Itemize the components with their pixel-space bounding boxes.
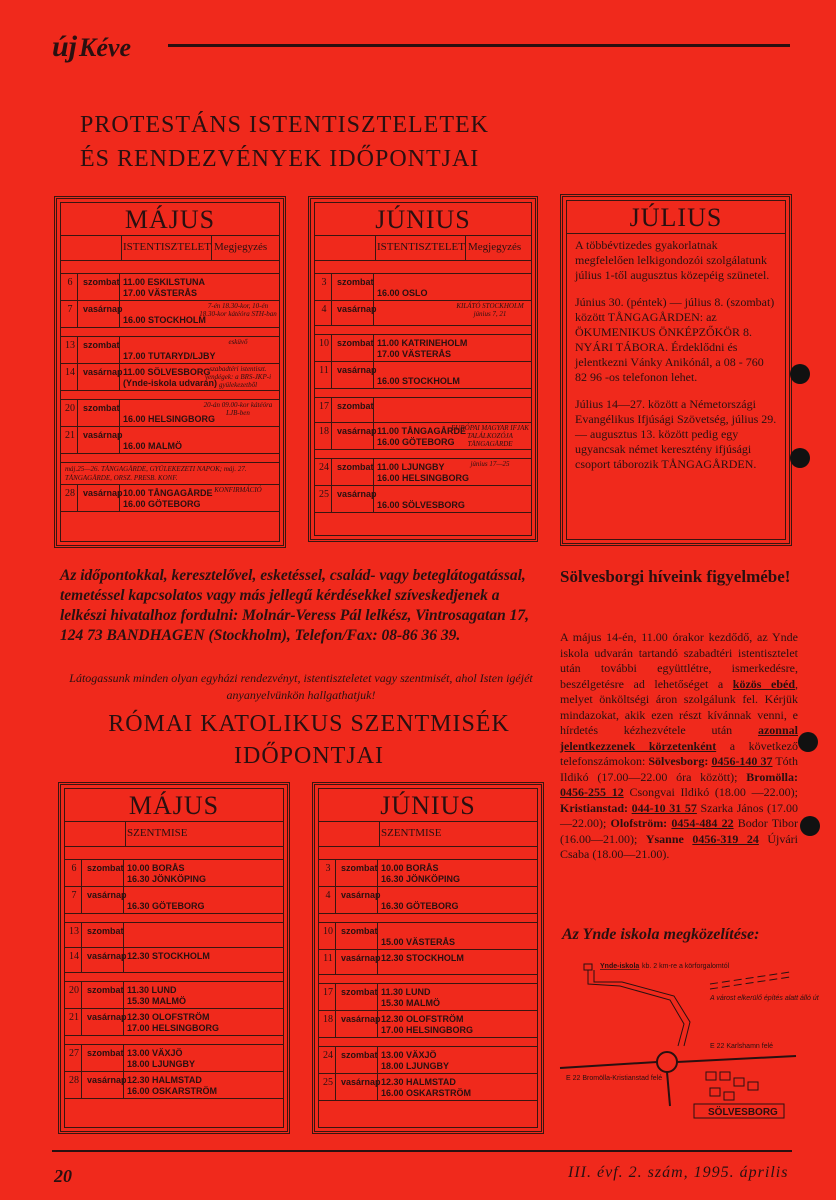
day-name: vasárnap xyxy=(337,489,377,499)
schedule-row xyxy=(319,923,537,950)
binder-hole xyxy=(790,448,810,468)
schedule-row xyxy=(65,923,283,948)
binder-hole xyxy=(790,364,810,384)
day-number: 14 xyxy=(65,367,75,378)
page-number: 20 xyxy=(54,1166,72,1186)
schedule-row xyxy=(65,1072,283,1099)
row-separator xyxy=(319,1038,537,1047)
protestant-title-line1: PROTESTÁNS ISTENTISZTELETEK xyxy=(80,112,489,138)
schedule-row xyxy=(65,860,283,887)
event-text: 12.30 OLOFSTRÖM 17.00 HELSINGBORG xyxy=(381,1014,474,1035)
day-number: 18 xyxy=(319,426,329,437)
day-number: 25 xyxy=(323,1077,333,1088)
day-number: 14 xyxy=(69,951,79,962)
day-name: szombat xyxy=(337,277,374,287)
month-heading: MÁJUS xyxy=(65,789,283,822)
day-name: szombat xyxy=(87,926,124,936)
column-header xyxy=(65,822,283,847)
text-run: Sölvesborg: xyxy=(648,754,712,768)
phone-number: 0456-319 24 xyxy=(692,831,759,846)
day-number: 24 xyxy=(319,462,329,473)
day-number: 10 xyxy=(323,926,333,937)
schedule-row xyxy=(61,485,279,512)
day-name: szombat xyxy=(341,863,378,873)
phone-number: 0454-484 22 xyxy=(671,816,734,830)
event-text: 10.00 BORÅS 16.30 JÖNKÖPING xyxy=(127,863,207,884)
text-run: Bromölla: xyxy=(746,769,798,784)
day-name: vasárnap xyxy=(341,953,381,963)
col-service-label: ISTENTISZTELET xyxy=(377,241,465,253)
event-text: 13.00 VÄXJÖ 18.00 LJUNGBY xyxy=(127,1048,196,1069)
roundabout xyxy=(657,1052,677,1072)
schedule-row xyxy=(319,887,537,914)
event-text: 12.30 HALMSTAD 16.00 OSKARSTRÖM xyxy=(127,1075,218,1096)
day-number: 4 xyxy=(325,890,331,901)
day-name: szombat xyxy=(337,462,374,472)
note-text: KILÁTÓ STOCKHOLM június 7, 21 xyxy=(456,302,524,318)
event-text: 16.30 GÖTEBORG xyxy=(127,901,205,911)
directions-map xyxy=(560,956,819,1132)
issue-label: III. évf. 2. szám, 1995. április xyxy=(568,1164,789,1181)
day-name: vasárnap xyxy=(87,951,127,961)
event-text: 12.30 STOCKHOLM xyxy=(127,951,210,961)
schedule-row xyxy=(61,400,279,427)
day-number: 27 xyxy=(69,1048,79,1059)
note-text: június 17—25 xyxy=(470,460,510,468)
text-run: Kristianstad: xyxy=(560,800,632,815)
logo-small: új xyxy=(52,30,78,63)
event-text: 16.00 MALMÖ xyxy=(123,441,183,451)
day-name: vasárnap xyxy=(87,1012,127,1022)
school-icon xyxy=(584,964,592,970)
day-number: 10 xyxy=(319,338,329,349)
day-number: 21 xyxy=(65,430,75,441)
text-run: Újvári Csaba (18.00—21.00). xyxy=(560,831,798,861)
schedule-row xyxy=(65,1009,283,1036)
text-run: Tóth Ildikó (17.00—22.00 óra között); xyxy=(560,754,799,784)
event-text: 13.00 VÄXJÖ 18.00 LJUNGBY xyxy=(381,1050,450,1071)
event-text: 11.30 LUND 15.30 MALMÖ xyxy=(127,985,187,1006)
day-number: 21 xyxy=(69,1012,79,1023)
schedule-row xyxy=(319,950,537,975)
schedule-row xyxy=(315,362,531,389)
schedule-row xyxy=(65,887,283,914)
event-text: 16.00 STOCKHOLM xyxy=(123,315,206,325)
note-text: EURÓPAI MAGYAR IFJAK TALÁLKOZÓJA TÅNGAGÅRDE xyxy=(451,424,529,448)
row-separator xyxy=(65,914,283,923)
row-separator xyxy=(61,454,279,463)
day-number: 13 xyxy=(69,926,79,937)
july-paragraph: A többévtizedes gyakorlatnak megfelelően lelkigondozói szolgálatunk július 1-től augusztus közepéig szünetel. xyxy=(575,238,770,282)
schedule-row xyxy=(315,486,531,513)
schedule-row xyxy=(319,984,537,1011)
day-number: 28 xyxy=(65,488,75,499)
text-run: Ysanne xyxy=(645,831,693,846)
col-service-label: ISTENTISZTELET xyxy=(123,241,211,253)
row-separator xyxy=(319,914,537,923)
column-header xyxy=(315,236,531,261)
event-text: 12.30 STOCKHOLM xyxy=(381,953,464,963)
schedule-row xyxy=(319,1074,537,1101)
day-name: vasárnap xyxy=(83,488,123,498)
text-run: Bodor Tibor (16.00—21.00); xyxy=(560,816,798,846)
day-number: 3 xyxy=(325,863,331,874)
event-text: 12.30 HALMSTAD 16.00 OSKARSTRÖM xyxy=(381,1077,472,1098)
schedule-row xyxy=(315,335,531,362)
schedule-row xyxy=(61,301,279,328)
day-number: 17 xyxy=(319,401,329,412)
protestant-may-box xyxy=(54,196,286,548)
town-label: SÖLVESBORG xyxy=(708,1107,778,1118)
distance-label: kb. 2 km-re a körforgalomtól xyxy=(642,963,730,970)
july-text xyxy=(567,234,785,488)
text-run: közös ebéd xyxy=(732,676,795,691)
event-text: 16.00 OSLO xyxy=(377,288,428,298)
day-number: 25 xyxy=(319,489,329,500)
event-text: 11.00 SÖLVESBORG (Ynde-iskola udvarán) xyxy=(123,367,218,388)
event-text: 16.00 HELSINGBORG xyxy=(123,414,216,424)
row-separator xyxy=(61,328,279,337)
day-name: szombat xyxy=(341,987,378,997)
protestant-title-line2: ÉS RENDEZVÉNYEK IDŐPONTJAI xyxy=(80,146,480,172)
protestant-july-box xyxy=(560,194,792,546)
month-heading: JÚNIUS xyxy=(315,203,531,236)
bypass-label: A várost elkerülő építés alatt álló út xyxy=(710,995,819,1002)
event-text: 11.00 KATRINEHOLM 17.00 VÄSTERÅS xyxy=(377,338,468,359)
text-run: a következő telefonszámokon: xyxy=(560,738,798,768)
day-name: szombat xyxy=(341,1050,378,1060)
event-text: 16.00 SÖLVESBORG xyxy=(377,500,465,510)
e22-south-label: E 22 Bromölla-Kristianstad felé xyxy=(566,1075,663,1082)
phone-number: 044-10 31 57 xyxy=(631,800,697,815)
schedule-row xyxy=(61,274,279,301)
catholic-title xyxy=(86,708,532,772)
note-text: 7-én 18.30-kor, 10-én 18.30-kor kátéóra STH-ban xyxy=(199,302,277,318)
note-text: esküvő xyxy=(228,338,248,346)
footer-rule xyxy=(52,1150,792,1152)
event-text: 10.00 BORÅS 16.30 JÖNKÖPING xyxy=(381,863,461,884)
day-number: 3 xyxy=(321,277,327,288)
day-number: 7 xyxy=(71,890,77,901)
day-number: 18 xyxy=(323,1014,333,1025)
schedule-row xyxy=(319,1011,537,1038)
logo-name: Kéve xyxy=(79,33,131,62)
text-run: A május 14-én, 11.00 órakor kezdődő, az Ynde iskola udvarán tartandó szabadtéri istentisztelet után további együttlétre, ismerkedésre, beszélgetésre ad lehetőséget a xyxy=(560,630,798,691)
row-separator xyxy=(65,1036,283,1045)
day-name: vasárnap xyxy=(87,1075,127,1085)
day-number: 6 xyxy=(67,277,73,288)
day-name: vasárnap xyxy=(341,1014,381,1024)
day-name: szombat xyxy=(83,277,120,287)
event-text: 12.30 OLOFSTRÖM 17.00 HELSINGBORG xyxy=(127,1012,220,1033)
map-title: Az Ynde iskola megközelítése: xyxy=(562,926,760,943)
schedule-row xyxy=(61,364,279,391)
catholic-may-box xyxy=(58,782,290,1134)
road-to-school xyxy=(588,970,684,1046)
day-number: 7 xyxy=(67,304,73,315)
day-name: szombat xyxy=(87,985,124,995)
day-name: vasárnap xyxy=(337,365,377,375)
day-number: 28 xyxy=(69,1075,79,1086)
solvesborg-title: Sölvesborgi híveink figyelmébe! xyxy=(560,567,791,586)
schedule-row xyxy=(315,398,531,423)
day-number: 11 xyxy=(323,953,333,964)
day-number: 11 xyxy=(319,365,329,376)
month-heading: MÁJUS xyxy=(61,203,279,236)
day-name: vasárnap xyxy=(87,890,127,900)
month-heading: JÚNIUS xyxy=(319,789,537,822)
day-number: 6 xyxy=(71,863,77,874)
day-name: vasárnap xyxy=(83,304,123,314)
binder-hole xyxy=(798,732,818,752)
event-text: 16.00 STOCKHOLM xyxy=(377,376,460,386)
row-separator xyxy=(319,975,537,984)
col-note-label: Megjegyzés xyxy=(468,241,522,253)
month-heading: JÚLIUS xyxy=(567,201,785,234)
july-paragraph: Június 30. (péntek) — július 8. (szombat) között TÅNGAGÅRDEN: az ÖKUMENIKUS ÖNKÉPZŐKÖR 8. NYÁRI TÁBORA. Érdeklődni és jelentkezni Vánky Anikónál, a 08 - 760 82 96 -os telefonon lehet. xyxy=(575,295,775,384)
binder-hole xyxy=(800,816,820,836)
row-separator xyxy=(61,391,279,400)
note-text: 20-án 09.00-kor kátéóra LJB-ben xyxy=(203,401,273,417)
event-text: 11.00 LJUNGBY 16.00 HELSINGBORG xyxy=(377,462,470,483)
schedule-row xyxy=(315,423,531,450)
text-run: Csongvai Ildikó (18.00 —22.00); xyxy=(623,785,798,799)
schedule-row xyxy=(315,274,531,301)
event-text: 15.00 VÄSTERÅS xyxy=(381,937,456,947)
event-text: 17.00 TUTARYD/LJBY xyxy=(123,351,216,361)
event-text: 11.30 LUND 15.30 MALMÖ xyxy=(381,987,441,1008)
day-name: vasárnap xyxy=(341,890,381,900)
schedule-row xyxy=(61,337,279,364)
text-run: Szarka János (17.00—22.00); xyxy=(560,800,799,830)
school-label: Ynde-iskola xyxy=(600,963,640,970)
catholic-june-box xyxy=(312,782,544,1134)
note-text: KONFIRMÁCIÓ xyxy=(214,486,262,494)
schedule-row xyxy=(65,1045,283,1072)
day-name: vasárnap xyxy=(341,1077,381,1087)
day-number: 4 xyxy=(321,304,327,315)
event-text: 16.30 GÖTEBORG xyxy=(381,901,459,911)
day-number: 20 xyxy=(69,985,79,996)
row-separator xyxy=(315,326,531,335)
contact-info-text: Az időpontokkal, keresztelővel, esketéssel, család- vagy beteglátogatással, temetéssel kapcsolatos vagy más jellegű kérdésekkel szíveskedjenek a lelkészi hivatalhoz fordulni: Molnár-Veress Pál lelkész, Vintrosagatan 17, 124 73 BANDHAGEN (Stockholm), Telefon/Fax: 08-86 36 39. xyxy=(60,567,529,644)
event-text: 11.00 TÅNGAGÅRDE 16.00 GÖTEBORG xyxy=(377,426,467,447)
schedule-row xyxy=(61,427,279,454)
row-separator xyxy=(315,450,531,459)
note-text: szabadtéri istentiszt. vendégek: a BRS-JKP-i gyülekezetből xyxy=(204,365,272,389)
e22-north-label: E 22 Karlshamn felé xyxy=(710,1043,774,1050)
day-name: szombat xyxy=(83,403,120,413)
day-name: szombat xyxy=(337,401,374,411)
text-run: Olofström: xyxy=(610,816,672,830)
day-number: 24 xyxy=(323,1050,333,1061)
day-name: szombat xyxy=(87,863,124,873)
day-number: 13 xyxy=(65,340,75,351)
event-text: 10.00 TÅNGAGÅRDE 16.00 GÖTEBORG xyxy=(123,488,213,509)
catholic-title-line1: RÓMAI KATOLIKUS SZENTMISÉK xyxy=(108,711,510,737)
day-name: vasárnap xyxy=(337,304,377,314)
row-separator xyxy=(65,973,283,982)
schedule-row xyxy=(319,1047,537,1074)
text-run: , melyet önköltségi áron szolgálunk fel. Kérjük mindazokat, akik ezen részt kívánnak venni, e hírdetés kézhezvétele után xyxy=(560,676,798,737)
phone-number: 0456-140 37 xyxy=(711,754,773,768)
header-rule xyxy=(168,44,790,47)
row-separator xyxy=(315,389,531,398)
schedule-row xyxy=(65,982,283,1009)
day-name: szombat xyxy=(87,1048,124,1058)
phone-number: 0456-255 12 xyxy=(560,785,624,799)
column-header xyxy=(319,822,537,847)
day-name: vasárnap xyxy=(83,430,123,440)
day-number: 20 xyxy=(65,403,75,414)
day-name: szombat xyxy=(83,340,120,350)
magazine-logo xyxy=(52,30,131,64)
catholic-title-line2: IDŐPONTJAI xyxy=(234,743,384,769)
bypass-road xyxy=(710,972,790,984)
day-number: 17 xyxy=(323,987,333,998)
day-name: vasárnap xyxy=(83,367,123,377)
col-mass-label: SZENTMISE xyxy=(127,827,188,839)
invitation-text: Látogassunk minden olyan egyházi rendezvényt, istentiszteletet vagy szentmisét, ahol Isten igéjét anyanyelvünkön hallgathatjuk! xyxy=(69,671,533,702)
protestant-title xyxy=(80,108,489,176)
schedule-row xyxy=(315,301,531,326)
day-name: vasárnap xyxy=(337,426,377,436)
day-name: szombat xyxy=(337,338,374,348)
day-name: szombat xyxy=(341,926,378,936)
wide-note: máj.25—26. TÅNGAGÅRDE, GYÜLEKEZETI NAPOK; máj. 27. TÅNGAGÅRDE, ORSZ. PRESB. KONF. xyxy=(61,463,279,485)
schedule-row xyxy=(315,459,531,486)
july-paragraph: Július 14—27. között a Németországi Evangélikus Ifjúsági Szövetség, július 29. — augusztus 13. között pedig egy ugyancsak német keresztény ifjúsági csoport táborozik TÅNGAGÅRDEN. xyxy=(575,397,777,471)
text-run: azonnal jelentkezzenek körzetenként xyxy=(560,723,798,753)
column-header xyxy=(61,236,279,261)
schedule-row xyxy=(319,860,537,887)
event-text: 11.00 ESKILSTUNA 17.00 VÄSTERÅS xyxy=(123,277,206,298)
col-mass-label: SZENTMISE xyxy=(381,827,442,839)
col-note-label: Megjegyzés xyxy=(214,241,268,253)
solvesborg-text xyxy=(560,630,798,863)
protestant-june-box xyxy=(308,196,538,542)
schedule-row xyxy=(65,948,283,973)
